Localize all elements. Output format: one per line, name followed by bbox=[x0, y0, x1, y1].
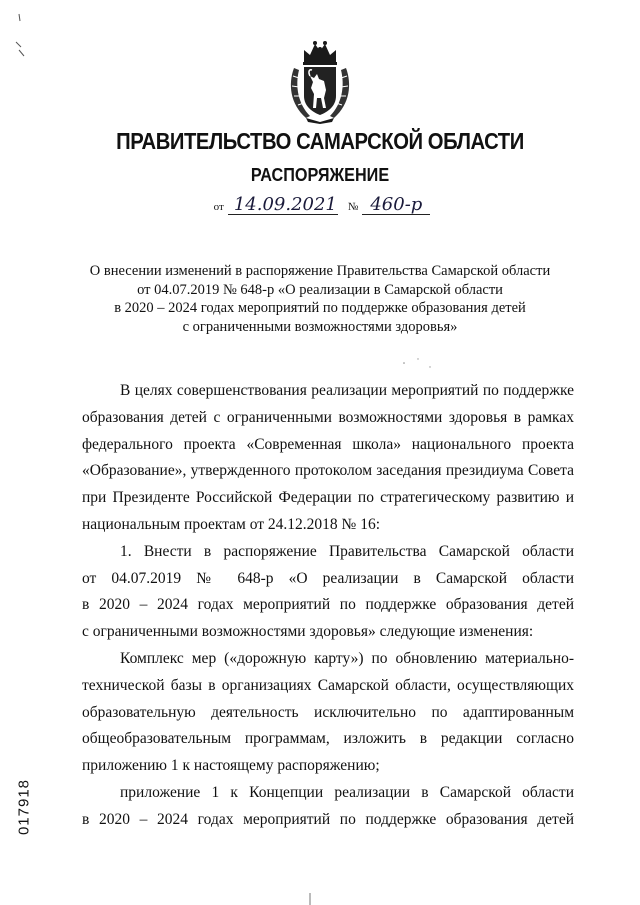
document-type: РАСПОРЯЖЕНИЕ bbox=[250, 165, 390, 185]
serial-number: 017918 bbox=[15, 778, 33, 836]
body-line: «Образование», утвержденного протоколом заседания президиума Совета bbox=[82, 462, 574, 480]
body-line: национальным проектам от 24.12.2018 № 16: bbox=[82, 515, 381, 533]
document-body bbox=[82, 378, 574, 834]
body-line: В целях совершенствования реализации мероприятий по поддержке bbox=[120, 382, 574, 399]
body-line: федерального проекта «Современная школа» национального проекта bbox=[82, 435, 574, 453]
preamble-paragraph bbox=[82, 378, 574, 539]
title-line: с ограниченными возможностями здоровья» bbox=[182, 318, 458, 335]
body-line: общеобразовательным программам, изложить в редакции согласно bbox=[82, 730, 574, 748]
date-prefix: от bbox=[213, 201, 224, 213]
document-number: 460-р bbox=[362, 196, 430, 215]
body-line: технической базы в организациях Самарской области, осуществляющих bbox=[82, 676, 574, 694]
change-2-paragraph bbox=[82, 780, 574, 834]
scan-mark bbox=[300, 893, 320, 905]
title-line: от 04.07.2019 № 648-р «О реализации в Самарской области bbox=[137, 281, 503, 298]
body-line: в 2020 – 2024 годах мероприятий по поддержке образования детей bbox=[82, 596, 574, 614]
body-line: при Президенте Российской Федерации по стратегическому развитию и bbox=[82, 489, 574, 507]
body-line: от 04.07.2019 № 648-р «О реализации в Самарской области bbox=[82, 569, 574, 587]
scan-specks bbox=[400, 355, 440, 375]
date-number-line bbox=[0, 196, 640, 215]
body-line: образовательную деятельность исключительно по адаптированным bbox=[82, 703, 574, 721]
number-prefix: № bbox=[347, 201, 359, 213]
document-date: 14.09.2021 bbox=[228, 196, 338, 215]
body-line: приложению 1 к настоящему распоряжению; bbox=[82, 757, 380, 775]
item-1-paragraph bbox=[82, 539, 574, 646]
body-line: с ограниченными возможностями здоровья» следующие изменения: bbox=[82, 623, 534, 641]
title-line: О внесении изменений в распоряжение Правительства Самарской области bbox=[89, 263, 551, 279]
body-line: 1. Внести в распоряжение Правительства Самарской области bbox=[120, 542, 574, 560]
samara-coat-of-arms-emblem bbox=[286, 38, 354, 124]
body-line: приложение 1 к Концепции реализации в Самарской области bbox=[120, 783, 574, 801]
document-title bbox=[60, 262, 580, 336]
serial-number-stamp bbox=[14, 772, 34, 842]
body-line: в 2020 – 2024 годах мероприятий по поддержке образования детей bbox=[82, 810, 574, 828]
title-line: в 2020 – 2024 годах мероприятий по поддержке образования детей bbox=[114, 300, 526, 316]
organization-name: ПРАВИТЕЛЬСТВО САМАРСКОЙ ОБЛАСТИ bbox=[116, 128, 524, 154]
scan-mark bbox=[10, 12, 30, 62]
body-line: Комплекс мер («дорожную карту») по обновлению материально- bbox=[120, 649, 574, 667]
change-1-paragraph bbox=[82, 646, 574, 780]
body-line: образования детей с ограниченными возможностями здоровья в рамках bbox=[82, 408, 574, 426]
